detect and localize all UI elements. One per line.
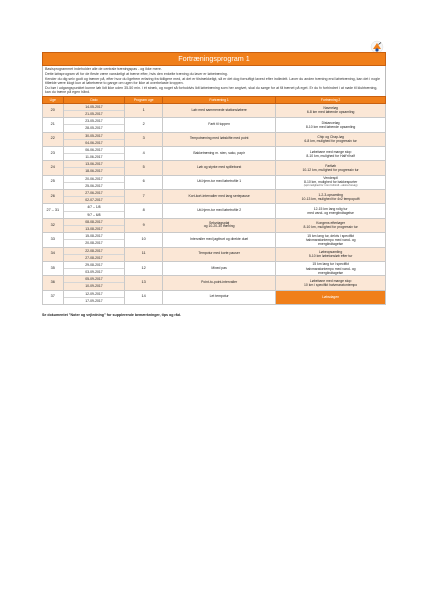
training-1-cell: Intervaller med jagttrurt og direkte duel <box>163 233 276 247</box>
intro-paragraph: Du bør i udgangspunktet kunne løb lidt ikke uden 35-50 min. i ét stræk, og noget så forholdvis lidt løbetræning som her angivet, skal du sørge for at få trænet på eget. Er du fx forhindret i at nøde til klubtræning, kan du træne på egen hånd. <box>45 85 378 94</box>
date-cell <box>63 261 125 275</box>
program-week-cell: 4 <box>125 146 163 160</box>
training-2-cell <box>276 261 386 275</box>
training-2-line: Løbsdagen <box>322 295 340 300</box>
table-row <box>43 161 386 175</box>
training-1-cell: Ud-hjem-tur med løbetrofile 1 <box>163 175 276 189</box>
date-start: 05-09-2017 <box>64 276 125 283</box>
training-2-line small: (spil mulighed for 1 km forbindt - ekstra forsøg) <box>303 184 358 188</box>
training-1-cell: Point-to-point-intervaller <box>163 276 276 290</box>
training-2-cell <box>276 290 386 304</box>
date-end: 13-08-2017 <box>85 226 103 231</box>
header-training-1: Fortræning 1 <box>163 96 276 103</box>
program-week-cell: 3 <box>125 132 163 146</box>
training-2-line: 8-10 km, mulighed for progressiv tur <box>303 225 358 230</box>
training-2-line: halvmaratontempo med vand- og <box>305 266 356 271</box>
date-start: 23-05-2017 <box>64 118 125 125</box>
date-start: 12-09-2017 <box>64 291 125 298</box>
date-cell <box>63 190 125 204</box>
header-date: Dato <box>63 96 125 103</box>
date-end: 25-06-2017 <box>85 183 103 188</box>
intro-paragraph: Basisprogrammet indeholder alle de centrale træningspas - og ikke mere. <box>45 67 162 71</box>
date-end: 02-07-2017 <box>85 198 103 203</box>
training-2-line: 12-15 km lang rolig tur <box>313 207 348 211</box>
training-2-line: Løbebane med mange stop <box>309 278 352 283</box>
week-cell: 32 <box>43 218 64 232</box>
date-end: 10-09-2017 <box>85 284 103 289</box>
training-2-cell <box>276 146 386 160</box>
table-row <box>43 290 386 304</box>
table-row <box>43 276 386 290</box>
training-1-cell: Mixed pas <box>163 261 276 275</box>
training-2-cell <box>276 247 386 261</box>
table-header-row <box>43 96 386 103</box>
training-2-cell <box>276 276 386 290</box>
training-1-cell: Sekvdagspløj og 10-20-30 træning <box>163 218 276 232</box>
table-row <box>43 233 386 247</box>
date-cell <box>63 118 125 132</box>
program-week-cell: 6 <box>125 175 163 189</box>
date-start: 4/7 – 1/8 <box>64 204 125 211</box>
program-week-cell: 12 <box>125 261 163 275</box>
training-1-cell: Løb og styrke med spilleborst <box>163 161 276 175</box>
week-cell: 35 <box>43 261 64 275</box>
date-start: 27-06-2017 <box>64 190 125 197</box>
training-2-cell <box>276 118 386 132</box>
program-week-cell: 9 <box>125 218 163 232</box>
date-cell <box>63 132 125 146</box>
training-2-cell <box>276 233 386 247</box>
training-2-line: Fartløb <box>325 163 336 168</box>
date-cell <box>63 218 125 232</box>
table-row <box>43 218 386 232</box>
header-week: Uge <box>43 96 64 103</box>
training-2-cell <box>276 175 386 189</box>
training-2-line: Løbeopsamling <box>319 250 343 255</box>
training-2-line: Vendespil <box>323 176 338 181</box>
date-cell <box>63 161 125 175</box>
training-2-line: 8-10 km med løbende opsamling <box>305 124 356 129</box>
date-cell <box>63 233 125 247</box>
program-week-cell: 1 <box>125 103 163 117</box>
training-1-cell: Kort-kort-intervaller med lang seriepause <box>163 190 276 204</box>
date-end: 11-06-2017 <box>85 155 103 160</box>
table-row <box>43 190 386 204</box>
date-cell <box>63 204 125 218</box>
training-2-line: energiindtagelse <box>318 241 344 246</box>
date-end: 03-09-2017 <box>85 270 103 275</box>
program-week-cell: 2 <box>125 118 163 132</box>
footnote: Se dokumentet "Noter og vejledning" for supplerende bemærkninger, tips og råd. <box>42 313 181 318</box>
training-1-cell: Ud-hjem-tur med løbetrofile 2 <box>163 204 276 218</box>
date-start: 30-05-2017 <box>64 133 125 140</box>
program-table <box>42 96 386 305</box>
training-2-cell <box>276 204 386 218</box>
date-start: 08-08-2017 <box>64 219 125 226</box>
week-cell: 26 <box>43 190 64 204</box>
program-title: Fortræningsprogram 1 <box>42 52 386 66</box>
date-end: 28-05-2017 <box>85 126 103 131</box>
date-cell <box>63 276 125 290</box>
table-row <box>43 247 386 261</box>
training-1-cell: Bakketræning m. sten, sako, papir <box>163 146 276 160</box>
training-2-line: halvmaratontempo med vand- og <box>305 237 356 242</box>
week-cell: 36 <box>43 276 64 290</box>
training-2-cell <box>276 161 386 175</box>
week-cell: 27 – 31 <box>43 204 64 218</box>
date-start: 06-06-2017 <box>64 147 125 154</box>
week-cell: 20 <box>43 103 64 117</box>
week-cell: 23 <box>43 146 64 160</box>
table-row <box>43 175 386 189</box>
training-2-line: Løbebane med mange stop <box>309 149 352 154</box>
training-2-cell <box>276 218 386 232</box>
training-1-cell: Tempotur med korte pauser <box>163 247 276 261</box>
training-2-line: 10-13 km, mulighed for 4x2 tempopulft <box>301 196 360 201</box>
training-2-line: energiindtagelse <box>318 270 344 275</box>
date-start: 29-08-2017 <box>64 262 125 269</box>
week-cell: 33 <box>43 233 64 247</box>
intro-paragraph: Dette løbsprogram vil for de fleste være vanskeligt at træne efter, hvis den enkelte træning du laver er løbetræning. <box>45 71 228 76</box>
date-cell <box>63 175 125 189</box>
training-2-line: Navneløg <box>323 106 338 111</box>
date-end: 9/7 – 6/8 <box>87 212 101 217</box>
date-end: 27-08-2017 <box>85 255 103 260</box>
table-row <box>43 103 386 117</box>
intro-text <box>42 66 386 96</box>
training-2-line: 10-12 km, mulighed for progressiv tur <box>302 167 359 172</box>
intro-paragraph: Kender du dig selv godt og træner på, efter hvor du ligefrem erfaring fra tidligere med, at det er tilstrækkeligt, så er det dog fornuftigt lavest efter indledelt. Laver du anden træning end løbetræning, kan det i nogle tilfælde være klogt kun at løbetræne to gange om ugen for ikke at overbelaste kroppen. <box>45 76 381 85</box>
training-2-line: 6-8 km, mulighed for progressiv tur <box>304 139 357 144</box>
header-training-2: Fortræning 2 <box>276 96 386 103</box>
date-end: 18-06-2017 <box>85 169 103 174</box>
training-2-cell <box>276 103 386 117</box>
training-2-line: 10 km i specifikt halvmaratontempo <box>304 282 358 287</box>
training-2-line: Chip og Chap-løg <box>317 135 344 140</box>
program-week-cell: 7 <box>125 190 163 204</box>
training-1-cell: Let tempotur <box>163 290 276 304</box>
training-1-cell: Tempotræning med løbskifte med point <box>163 132 276 146</box>
date-end: 21-05-2017 <box>85 111 103 116</box>
training-1-cell: Fartt til toppen <box>163 118 276 132</box>
week-cell: 22 <box>43 132 64 146</box>
training-2-line: 15 km lang tur i specifikt <box>312 262 349 267</box>
week-cell: 24 <box>43 161 64 175</box>
date-start: 14-05-2017 <box>64 104 125 111</box>
week-cell: 37 <box>43 290 64 304</box>
date-start: 22-08-2017 <box>64 248 125 255</box>
training-2-line: med vand- og energiindtagelse <box>307 211 354 216</box>
training-1-cell: Løb med sammenede stationsløbere <box>163 103 276 117</box>
program-week-cell: 10 <box>125 233 163 247</box>
training-2-line: 1-2-3-opsamling <box>318 192 343 197</box>
training-2-line: 5-10 km løbetonsløb efter tur <box>308 254 353 259</box>
training-2-line: Kongens efterløger <box>316 221 346 226</box>
date-end: 04-06-2017 <box>85 140 103 145</box>
table-row <box>43 261 386 275</box>
header-program-week: Program uge <box>125 96 163 103</box>
program-week-cell: 13 <box>125 276 163 290</box>
date-start: 20-06-2017 <box>64 176 125 183</box>
program-week-cell: 11 <box>125 247 163 261</box>
program-week-cell: 8 <box>125 204 163 218</box>
table-row <box>43 132 386 146</box>
week-cell: 21 <box>43 118 64 132</box>
date-cell <box>63 146 125 160</box>
training-2-line: Distanceløg <box>321 120 340 125</box>
program-week-cell: 5 <box>125 161 163 175</box>
table-row <box>43 146 386 160</box>
training-2-cell <box>276 132 386 146</box>
week-cell: 25 <box>43 175 64 189</box>
training-2-line: 15 km lang tur, delvis i specifikt <box>307 233 354 238</box>
date-end: 20-08-2017 <box>85 241 103 246</box>
table-row <box>43 204 386 218</box>
date-cell <box>63 247 125 261</box>
program-week-cell: 14 <box>125 290 163 304</box>
table-row <box>43 118 386 132</box>
date-start: 15-08-2017 <box>64 233 125 240</box>
training-2-line: 6-8 km med løbende opsamling <box>306 110 355 115</box>
date-cell <box>63 290 125 304</box>
date-end: 17-09-2017 <box>85 298 103 303</box>
training-2-cell <box>276 190 386 204</box>
training-2-line: 8-10 km, mulighed for Half'n'half <box>306 153 355 158</box>
date-cell <box>63 103 125 117</box>
date-start: 13-06-2017 <box>64 161 125 168</box>
training-program-sheet <box>42 40 386 317</box>
training-2-line: 8-10 km, mulighed for bakkespurter <box>303 180 358 185</box>
week-cell: 34 <box>43 247 64 261</box>
